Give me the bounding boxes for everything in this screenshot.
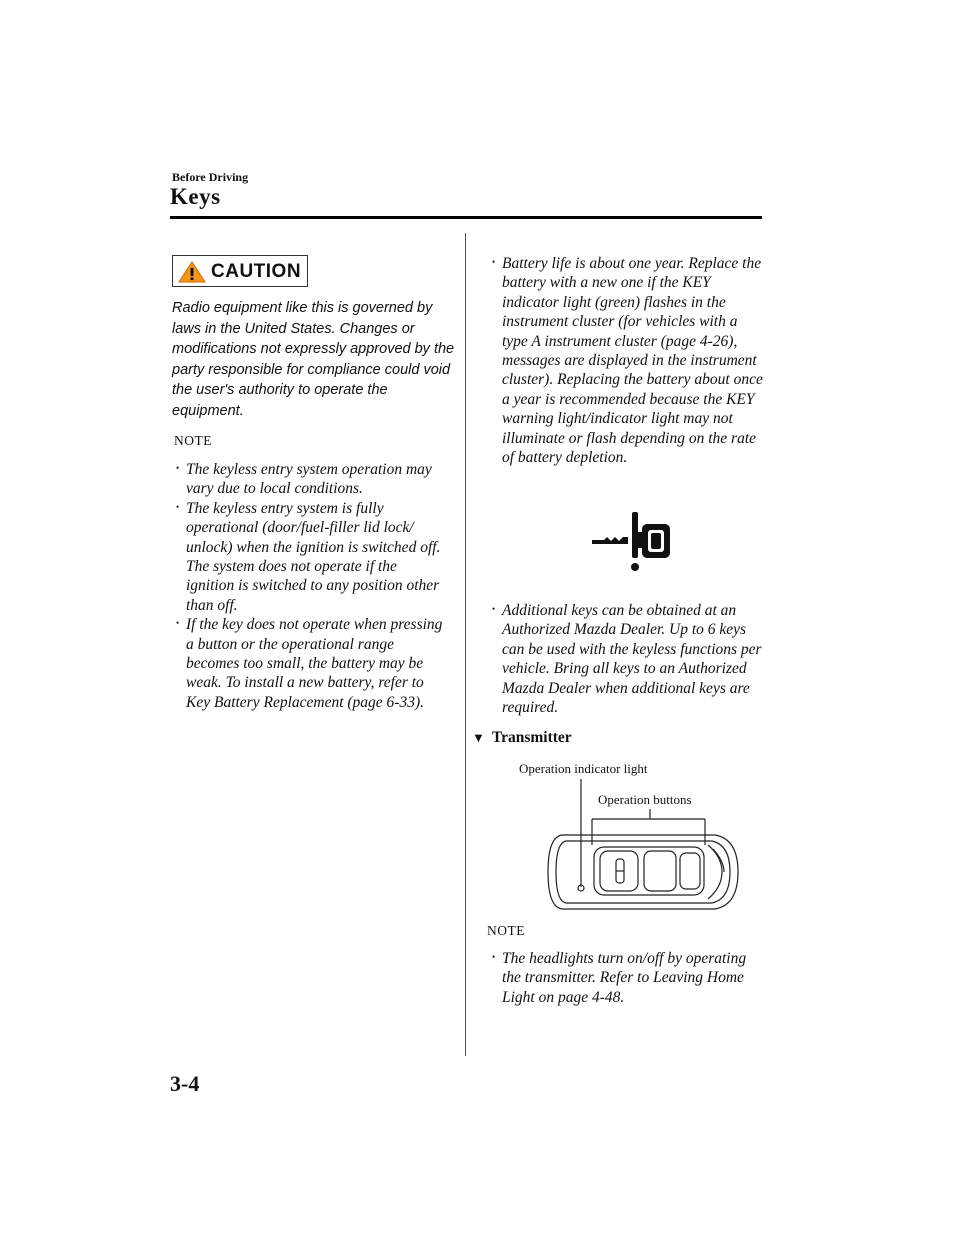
section-label: Before Driving — [172, 170, 249, 184]
battery-note-list — [490, 254, 765, 467]
operation-indicator-label: Operation indicator light — [519, 761, 648, 776]
list-item: • The headlights turn on/off by operating the transmitter. Refer to Leaving Home Light on page 4-48. — [490, 949, 765, 1007]
caution-text: Radio equipment like this is governed by laws in the United States. Changes or modifications not expressly approved by the party responsible for compliance could void the user's authority to operate the equipment. — [172, 300, 455, 419]
warning-triangle-icon — [178, 260, 206, 284]
additional-keys-list — [490, 601, 765, 717]
transmitter-drawing — [548, 779, 738, 909]
note-label: NOTE — [174, 433, 212, 448]
list-item: • The keyless entry system operation may vary due to local conditions. — [174, 460, 446, 499]
key-warning-indicator-icon — [590, 510, 674, 574]
transmitter-heading: ▼ Transmitter — [472, 729, 572, 746]
page-number: 3-4 — [170, 1071, 200, 1096]
list-item: • Battery life is about one year. Replace the battery with a new one if the KEY indicator light (green) flashes in the instrument cluster (for vehicles with a type A instrument cluster (page 4-26), messages are displayed in the instrument cluster). Replacing the battery about once a year is recommended because the KEY warning light/indicator light may not illuminate or flash depending on the rate of battery depletion. — [490, 254, 765, 467]
list-item: • If the key does not operate when pressing a button or the operational range becomes too small, the battery may be weak. To install a new battery, refer to Key Battery Replacement (page 6-33). — [174, 615, 446, 712]
note-label: NOTE — [487, 923, 525, 938]
column-divider — [465, 233, 466, 1056]
operation-buttons-label: Operation buttons — [598, 792, 692, 807]
page-title: Keys — [170, 184, 221, 209]
transmitter-diagram — [510, 757, 750, 912]
section-arrow-icon: ▼ — [472, 730, 485, 745]
caution-title: CAUTION — [211, 261, 302, 282]
list-item: • Additional keys can be obtained at an Authorized Mazda Dealer. Up to 6 keys can be used with the keyless functions per vehicle. Bring all keys to an Authorized Mazda Dealer when additional keys are required. — [490, 601, 765, 717]
caution-banner — [172, 255, 308, 287]
header-rule — [170, 216, 762, 219]
list-item: • The keyless entry system is fully operational (door/fuel-filler lid lock/ unlock) when the ignition is switched off. The system does not operate if the ignition is switched to any position other than off. — [174, 499, 446, 615]
note-list — [174, 460, 446, 712]
note-list — [490, 949, 765, 1007]
